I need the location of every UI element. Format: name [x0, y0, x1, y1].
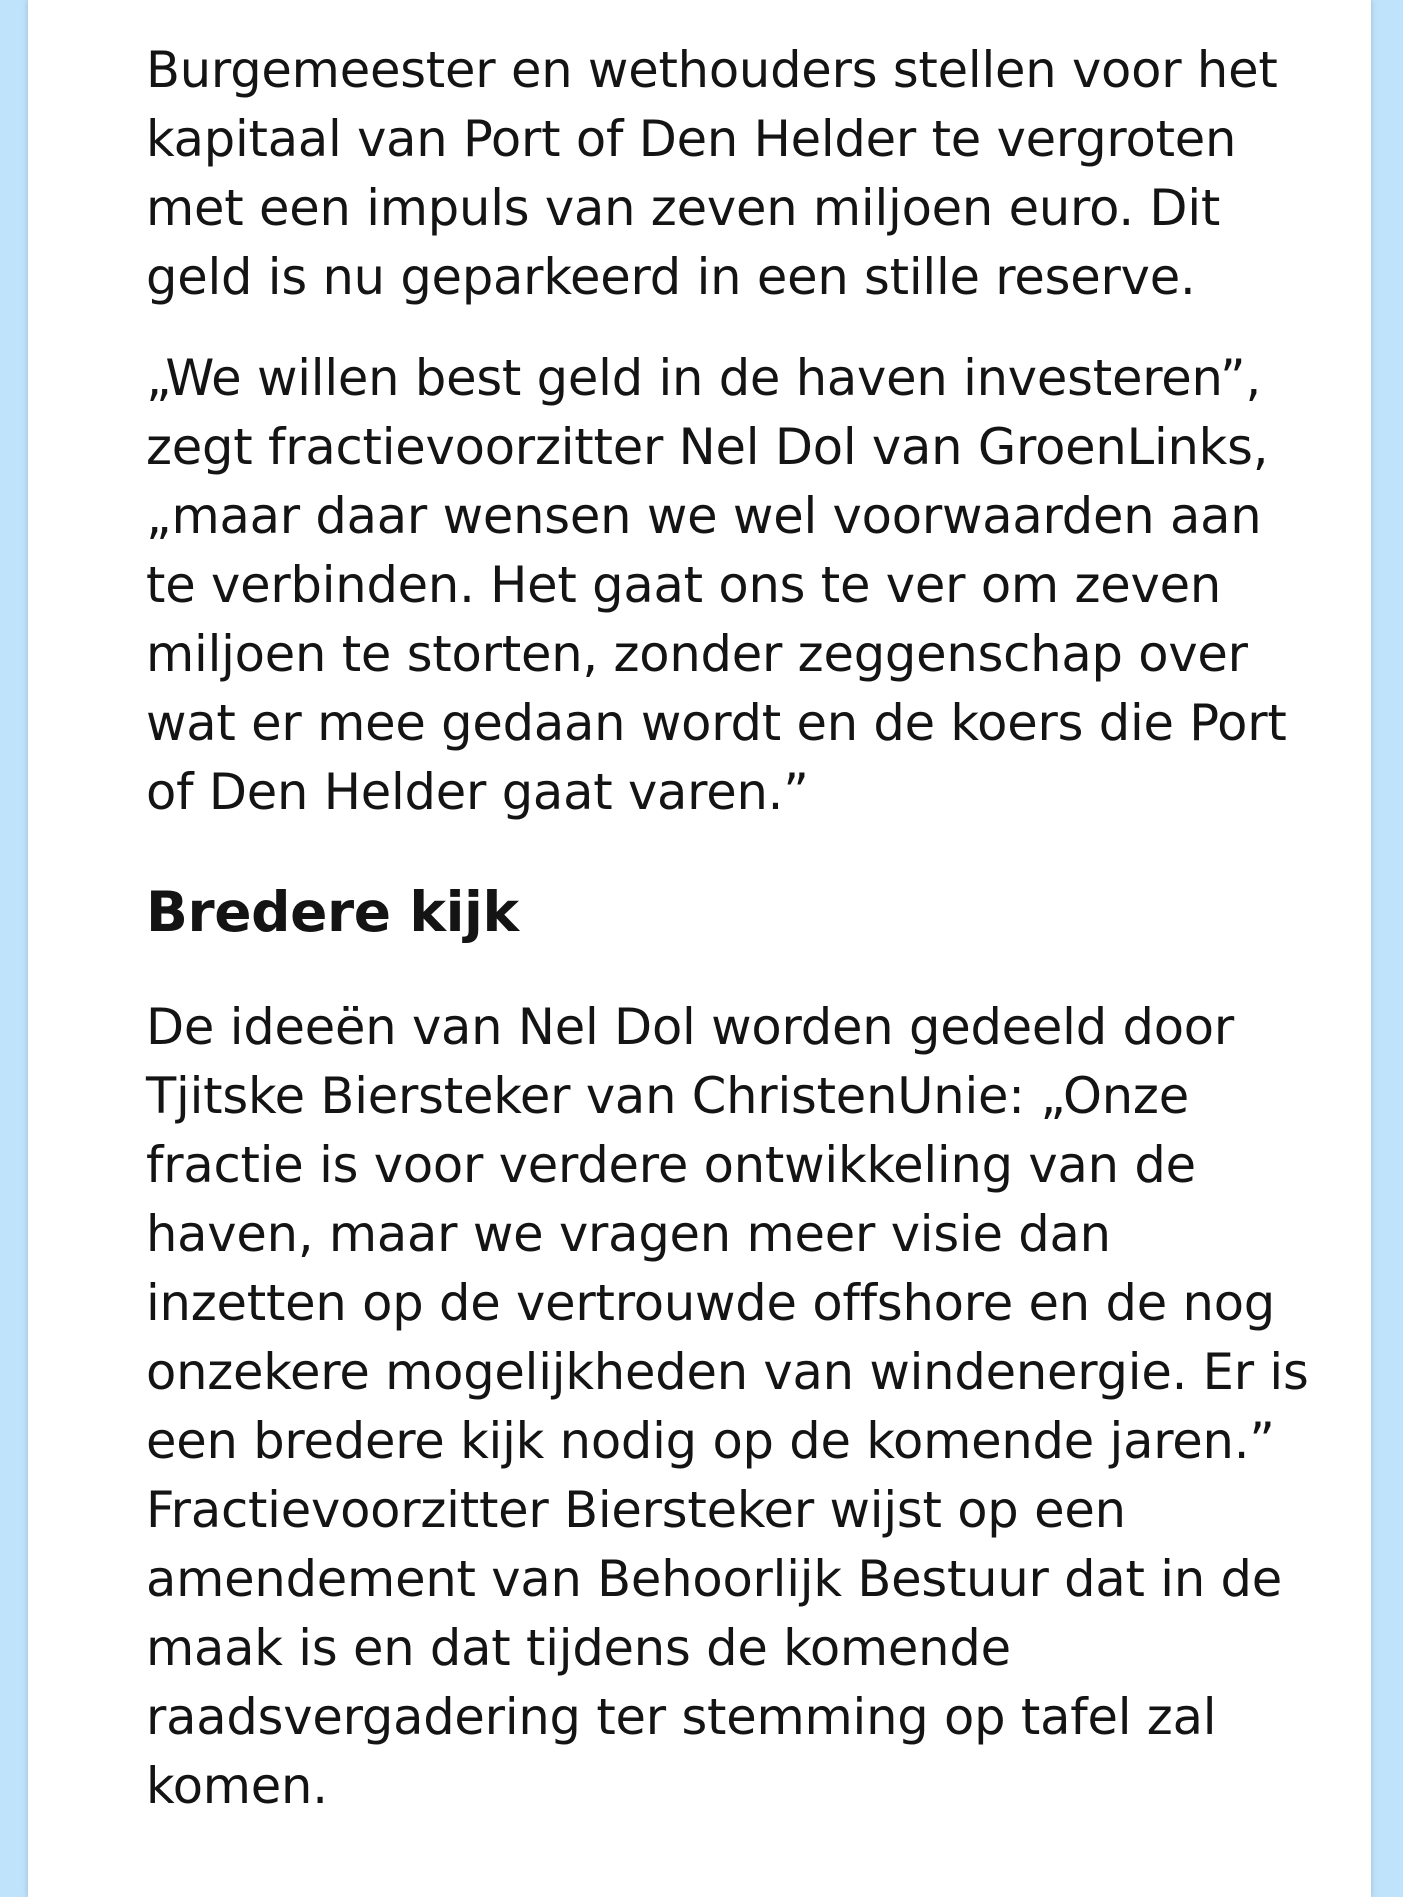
article-paragraph: De ideeën van Nel Dol worden gedeeld door Tjitske Biersteker van ChristenUnie: „Onze fractie is voor verdere ontwikkeling van de haven, maar we vragen meer visie dan inzetten op de vertrouwde offshore en de nog onzekere mogelijkheden van windenergie. Er is een bredere kijk nodig op de komende jaren.” Fractievoorzitter Biersteker wijst op een amendement van Behoorlijk Bestuur dat in de maak is en dat tijdens de komende raadsvergadering ter stemming op tafel zal komen. — [146, 998, 1309, 1815]
article-paragraph: „We willen best geld in de haven investeren”, zegt fractievoorzitter Nel Dol van GroenLinks, „maar daar wensen we wel voorwaarden aan te verbinden. Het gaat ons te ver om zeven miljoen te storten, zonder zeggenschap over wat er mee gedaan wordt en de koers die Port of Den Helder gaat varen.” — [146, 349, 1287, 821]
section-heading: Bredere kijk — [146, 880, 519, 944]
article-paragraph: Burgemeester en wethouders stellen voor het kapitaal van Port of Den Helder te vergroten met een impuls van zeven miljoen euro. Dit geld is nu geparkeerd in een stille reserve. — [146, 41, 1278, 306]
article-page — [28, 0, 1371, 1897]
article-body — [146, 36, 1316, 1821]
